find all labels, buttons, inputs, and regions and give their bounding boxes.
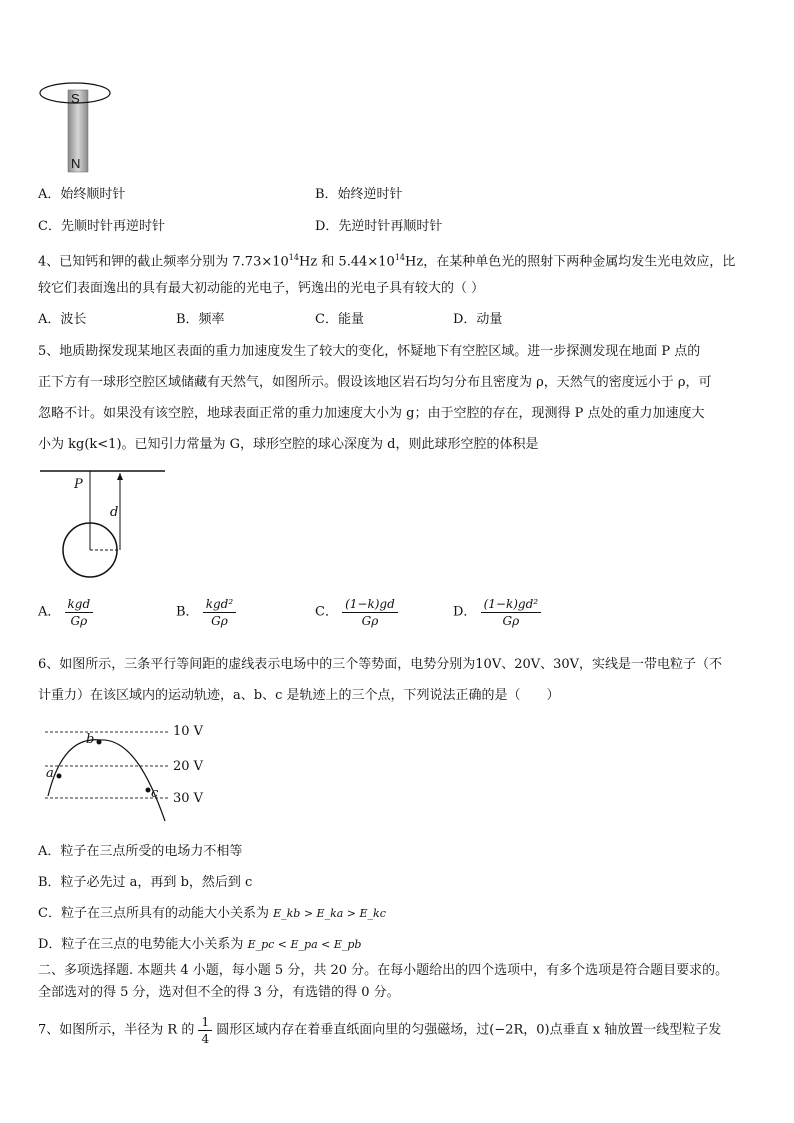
point-a xyxy=(57,774,62,779)
label-10v: 10 V xyxy=(173,724,204,739)
label-c: c xyxy=(151,786,159,801)
q5-option-b: B． $\frac{\text{kgd²}}{G\rho}$ xyxy=(176,597,236,628)
q3-option-d: D．先逆时针再顺时针 xyxy=(315,219,443,234)
fig-p-label: P xyxy=(74,477,83,492)
q4-option-d: D．动量 xyxy=(453,312,503,327)
q5-option-c: C． $\frac{(1-k)gd}{G\rho}$ xyxy=(315,597,398,628)
q6-c-formula: E_kb > E_ka > E_kc xyxy=(273,907,386,920)
q4-option-b: B．频率 xyxy=(176,312,225,327)
cavity-figure xyxy=(40,465,170,585)
magnet-s-label: S xyxy=(71,91,80,106)
fig-d-label: d xyxy=(110,505,119,520)
label-b: b xyxy=(86,732,95,747)
q3-option-c: C．先顺时针再逆时针 xyxy=(38,219,165,234)
section2-line-2: 全部选对的得 5 分，选对但不全的得 3 分，有选错的得 0 分。 xyxy=(38,985,400,1000)
label-20v: 20 V xyxy=(173,759,204,774)
point-c xyxy=(146,788,151,793)
q3-option-b: B．始终逆时针 xyxy=(315,187,403,202)
field-figure xyxy=(40,718,250,828)
q5-line-3: 忽略不计。如果没有该空腔，地球表面正常的重力加速度大小为 g；由于空腔的存在，现测得 P 点处的重力加速度大 xyxy=(38,406,705,421)
q4-line-1: 4、已知钙和钾的截止频率分别为 $7.73\times 10^{14}Hz$ 和 $5.44\times 10^{14}Hz$，在某种单色光的照射下两种金属均发生光电效应，比 xyxy=(38,253,736,270)
q5-line-2: 正下方有一球形空腔区域储藏有天然气，如图所示。假设该地区岩石均匀分布且密度为 ρ，天然气的密度远小于 ρ，可 xyxy=(38,375,712,390)
q6-line-1: 6、如图所示，三条平行等间距的虚线表示电场中的三个等势面，电势分别为10V、20V、30V，实线是一带电粒子（不 xyxy=(38,657,723,672)
q5-option-d: D． $\frac{\text{(1−k)gd²}}{G\rho}$ xyxy=(453,597,541,628)
q5-option-a: A． $\frac{\text{kgd}}{G\rho}$ xyxy=(38,597,93,628)
point-b xyxy=(97,740,102,745)
q4-line-2: 较它们表面逸出的具有最大初动能的光电子，钙逸出的光电子具有较大的（ ） xyxy=(38,281,485,296)
q5-line-4: 小为 kg(k<1)。已知引力常量为 G，球形空腔的球心深度为 d，则此球形空腔的体积是 xyxy=(38,437,539,452)
label-a: a xyxy=(46,766,54,781)
q6-option-b: B．粒子必先过 a，再到 b，然后到 c xyxy=(38,875,253,890)
q4-option-a: A．波长 xyxy=(38,312,87,327)
q6-d-formula: E_pc < E_pa < E_pb xyxy=(247,938,362,951)
magnet-n-label: N xyxy=(71,156,81,171)
label-30v: 30 V xyxy=(173,791,204,806)
q6-option-d: D．粒子在三点的电势能大小关系为 E_pc < E_pa < E_pb xyxy=(38,937,362,952)
section2-line-1: 二、多项选择题. 本题共 4 小题，每小题 5 分，共 20 分。在每小题给出的四个选项中，有多个选项是符合题目要求的。 xyxy=(38,963,729,978)
q6-option-c: C．粒子在三点所具有的动能大小关系为 E_kb > E_ka > E_kc xyxy=(38,906,386,921)
q7-line-1: 7、如图所示，半径为 R 的 $\frac{1}{4}$ 圆形区域内存在着垂直纸面向里的匀强磁场，过(−2R，0)点垂直 x 轴放置一线型粒子发 xyxy=(38,1015,722,1046)
q3-option-a: A．始终顺时针 xyxy=(38,187,126,202)
q5-line-1: 5、地质勘探发现某地区表面的重力加速度发生了较大的变化，怀疑地下有空腔区域。进一步探测发现在地面 P 点的 xyxy=(38,344,701,359)
q4-option-c: C．能量 xyxy=(315,312,364,327)
depth-arrow-head xyxy=(117,473,123,480)
q6-line-2: 计重力）在该区域内的运动轨迹，a、b、c 是轨迹上的三个点，下列说法正确的是（ ） xyxy=(38,688,560,703)
q6-option-a: A．粒子在三点所受的电场力不相等 xyxy=(38,844,243,859)
trajectory xyxy=(48,740,165,821)
